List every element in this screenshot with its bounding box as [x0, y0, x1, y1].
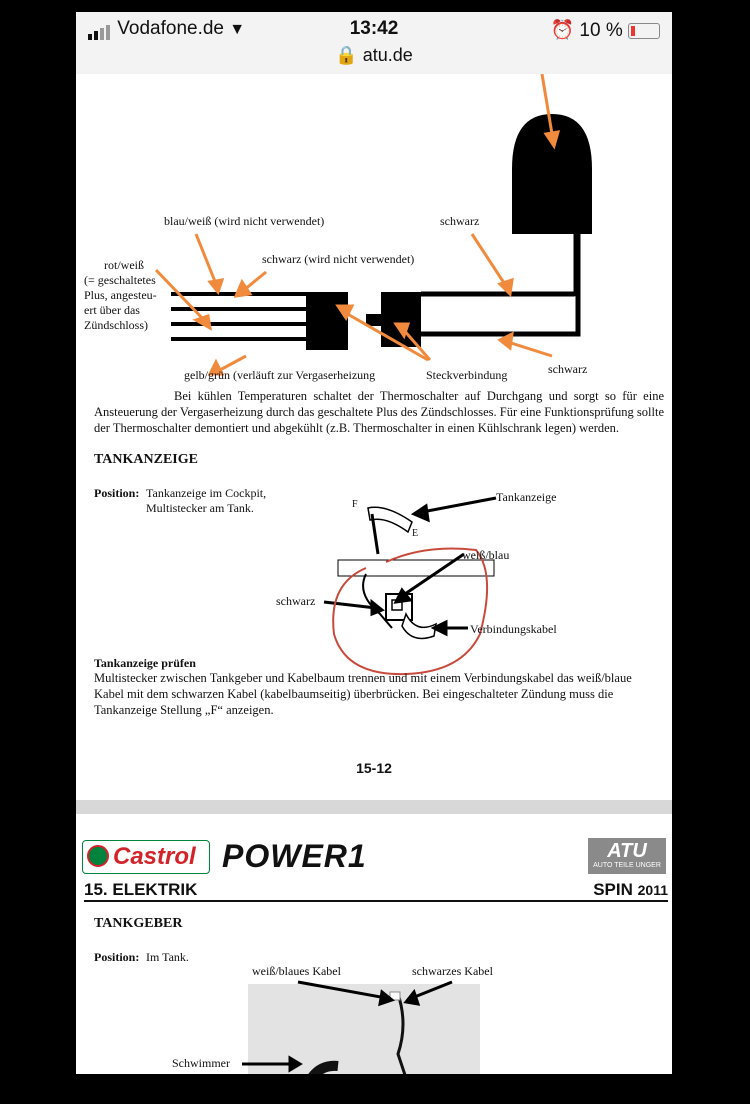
section-title: 15. ELEKTRIK — [84, 880, 198, 899]
carrier-name: Vodafone.de — [117, 18, 224, 39]
label-schwarz-nv: schwarz (wird nicht verwendet) — [262, 252, 415, 266]
gauge-f: F — [352, 499, 358, 510]
model-name: SPIN — [593, 880, 633, 899]
label-schwarz-top: schwarz — [440, 214, 480, 228]
atu-subtitle: AUTO TEILE UNGER — [593, 862, 661, 869]
page-separator — [76, 800, 672, 814]
lock-icon: 🔒 — [335, 45, 358, 65]
arrow-rot-weiss-head — [196, 316, 210, 328]
atu-text: ATU — [607, 840, 647, 862]
label-gelb-gruen: gelb/grün (verläuft zur Vergaserheizung — [184, 368, 376, 382]
check-paragraph: Multistecker zwischen Tankgeber und Kabelbaum trennen und mit einem Verbindungskabel das weiß/blaue Kabel mit dem schwarzen Kabel (kabelbaumseitig) überbrücken. Bei eingeschalteter Zündung muss die Tankanzeige Stellung „F“ anzeigen. — [94, 671, 632, 717]
arrow-tankanzeige — [422, 498, 496, 512]
connector-left — [306, 292, 348, 350]
castrol-text: Castrol — [113, 843, 196, 870]
label-blau-weiss: blau/weiß (wird nicht verwendet) — [164, 214, 325, 228]
page-number: 15-12 — [356, 760, 392, 776]
power1-logo: POWER1 — [222, 838, 367, 874]
label-verbindungskabel: Verbindungskabel — [470, 622, 557, 636]
label-rot-weiss-5: Zündschloss) — [84, 318, 148, 332]
label-rot-weiss-3: Plus, angesteu- — [84, 288, 157, 302]
wire-schwarz-top — [421, 234, 576, 294]
gauge-e: E — [412, 528, 419, 539]
label-rot-weiss-4: ert über das — [84, 303, 140, 317]
label-steckverbindung: Steckverbindung — [426, 368, 508, 382]
model-year: 2011 — [637, 882, 668, 898]
label-rot-weiss-2: (= geschaltetes — [84, 273, 156, 287]
url-text: atu.de — [362, 45, 413, 65]
battery-status — [550, 18, 660, 42]
label-schwarz-gauge: schwarz — [276, 594, 316, 608]
position-value-2b: Im Tank. — [146, 950, 189, 964]
label-schwarzes-kabel: schwarzes Kabel — [412, 964, 493, 978]
position-label-2: Position: — [94, 950, 140, 964]
label-rot-weiss-1: rot/weiß — [104, 258, 144, 272]
position-label: Position: — [94, 486, 140, 500]
fuel-gauge-drawing — [338, 507, 494, 638]
wifi-icon: ▼ — [229, 21, 246, 38]
document-page-1 — [76, 74, 672, 800]
position-value-1: Tankanzeige im Cockpit, — [146, 486, 267, 500]
arrow-tankanzeige-head — [414, 506, 428, 520]
arrow-schwarz-top — [472, 234, 506, 286]
arrow-schwarz-nv-head — [236, 282, 250, 296]
tankgeber-arrows — [76, 814, 672, 1074]
arrow-blau-weiss — [196, 234, 216, 284]
heading-tankanzeige: TANKANZEIGE — [94, 452, 198, 467]
arrow-schwarz-gauge-head — [372, 602, 382, 614]
alarm-icon: ⏰ — [550, 20, 575, 41]
battery-icon — [628, 23, 660, 39]
label-schwarz-bottom: schwarz — [548, 362, 588, 376]
position-value-2: Multistecker am Tank. — [146, 501, 254, 515]
connector-pin — [366, 314, 384, 326]
label-schwimmer: Schwimmer — [172, 1056, 230, 1070]
description-paragraph: Bei kühlen Temperaturen schaltet der Thermoschalter auf Durchgang und sorgt so für eine Ansteuerung der Vergaserheizung durch das geschaltete Plus des Zündschlosses. Für eine Funktionsprüfung sollte der Thermoschalter demontiert und abgekühlt (z.B. Thermoschalter in einen Kühlschrank legen) werden. — [94, 389, 664, 435]
url-bar[interactable] — [76, 45, 672, 66]
label-tankanzeige: Tankanzeige — [496, 490, 557, 504]
connector-right — [381, 292, 421, 347]
clock: 13:42 — [349, 18, 399, 39]
arrow-schwarz-bottom — [508, 342, 552, 356]
status-bar — [76, 12, 672, 74]
document-page-2 — [76, 814, 672, 1074]
heading-tankanzeige-pruefen: Tankanzeige prüfen — [94, 656, 196, 670]
heading-tankgeber: TANKGEBER — [94, 916, 183, 931]
battery-percent: 10 % — [579, 20, 623, 41]
phone-screen — [76, 0, 672, 1104]
arrow-blau-weiss-head — [210, 280, 222, 292]
label-weiss-blau: weiß/blau — [462, 548, 510, 562]
label-weiss-blaues-kabel: weiß/blaues Kabel — [252, 964, 341, 978]
